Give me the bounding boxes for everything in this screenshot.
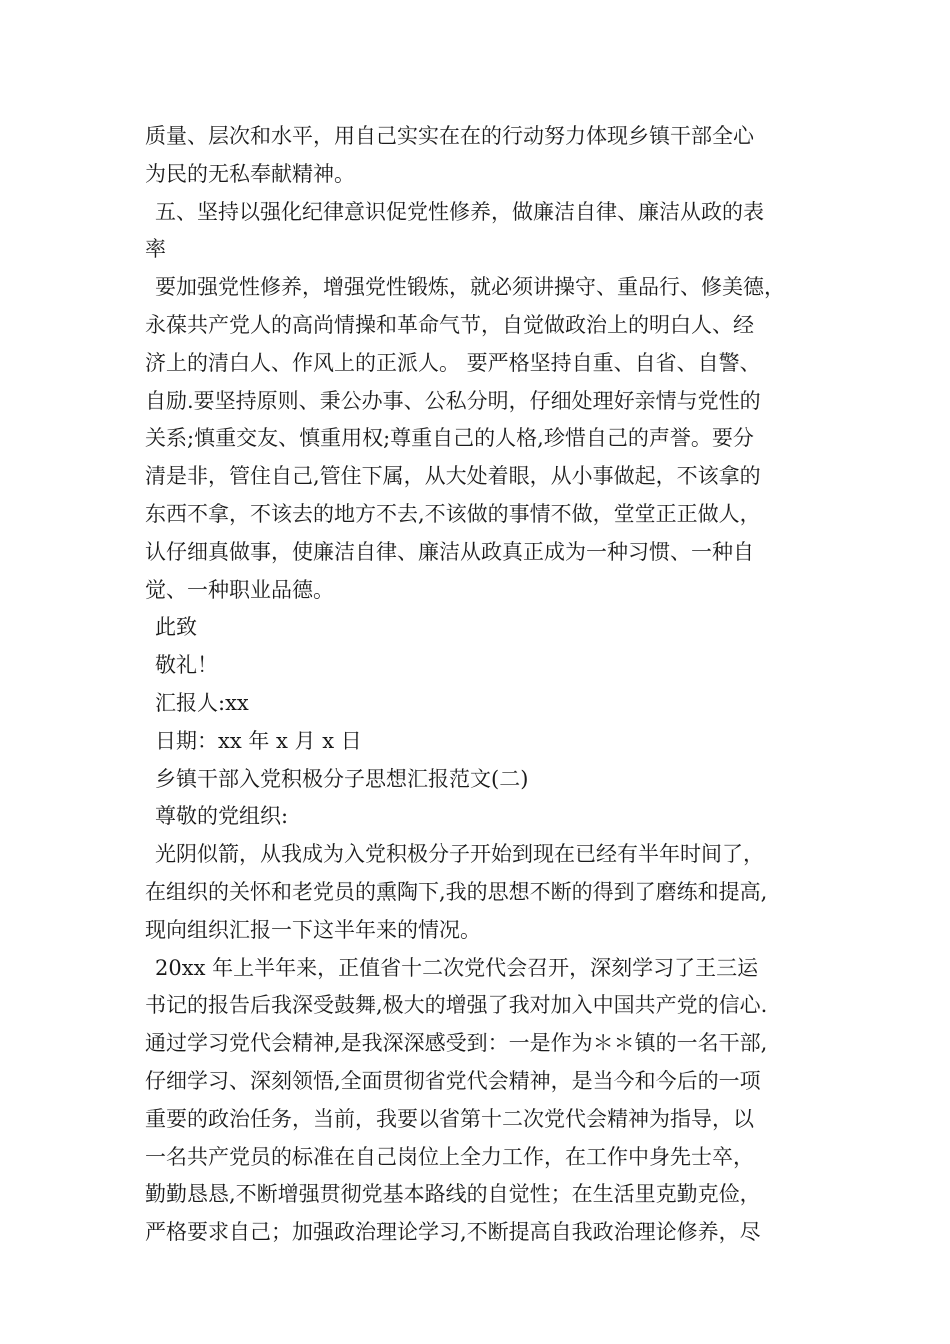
text-line: 东西不拿，不该去的地方不去,不该做的事情不做，堂堂正正做人， [145,501,761,526]
text-line: 乡镇干部入党积极分子思想汇报范文(二) [155,766,529,791]
text-line: 仔细学习、深刻领悟,全面贯彻省党代会精神，是当今和今后的一项 [145,1068,761,1093]
text-line: 认仔细真做事，使廉洁自律、廉洁从政真正成为一种习惯、一种自 [145,539,754,564]
document-body [145,118,825,1252]
text-line: 此致 [155,615,197,640]
text-line: 敬礼！ [155,653,218,678]
text-line: 重要的政治任务，当前，我要以省第十二次党代会精神为指导，以 [145,1106,754,1131]
text-line: 光阴似箭，从我成为入党积极分子开始到现在已经有半年时间了， [155,842,764,867]
text-line: 一名共产党员的标准在自己岗位上全力工作，在工作中身先士卒， [145,1144,754,1169]
text-line: 尊敬的党组织: [155,804,289,829]
text-line: 日期：xx 年 x 月 x 日 [155,728,362,753]
text-line: 现向组织汇报一下这半年来的情况。 [145,917,481,942]
text-line: 率 [145,237,166,262]
text-line: 觉、一种职业品德。 [145,577,334,602]
text-line: 汇报人:xx [155,690,249,715]
text-line: 勤勤恳恳,不断增强贯彻党基本路线的自觉性；在生活里克勤克俭， [145,1182,761,1207]
text-line: 书记的报告后我深受鼓舞,极大的增强了我对加入中国共产党的信心. [145,993,768,1018]
text-line: 严格要求自己；加强政治理论学习,不断提高自我政治理论修养，尽 [145,1220,761,1245]
text-line: 永葆共产党人的高尚情操和革命气节，自觉做政治上的明白人、经 [145,312,754,337]
text-line: 20xx 年上半年来，正值省十二次党代会召开，深刻学习了王三运 [155,955,759,980]
text-line: 通过学习党代会精神,是我深深感受到：一是作为＊＊镇的一名干部, [145,1031,768,1056]
text-line: 为民的无私奉献精神。 [145,161,355,186]
text-line: 关系;慎重交友、慎重用权;尊重自己的人格,珍惜自己的声誉。要分 [145,426,754,451]
text-line: 自励.要坚持原则、秉公办事、公私分明，仔细处理好亲情与党性的 [145,388,761,413]
text-line: 要加强党性修养，增强党性锻炼，就必须讲操守、重品行、修美德， [155,275,785,300]
text-line: 济上的清白人、作风上的正派人。 要严格坚持自重、自省、自警、 [145,350,761,375]
text-line: 质量、层次和水平，用自己实实在在的行动努力体现乡镇干部全心 [145,124,754,148]
text-line: 清是非，管住自己,管住下属，从大处着眼，从小事做起，不该拿的 [145,464,761,489]
text-line: 五、坚持以强化纪律意识促党性修养，做廉洁自律、廉洁从政的表 [155,199,764,224]
text-line: 在组织的关怀和老党员的熏陶下,我的思想不断的得到了磨练和提高, [145,879,768,904]
